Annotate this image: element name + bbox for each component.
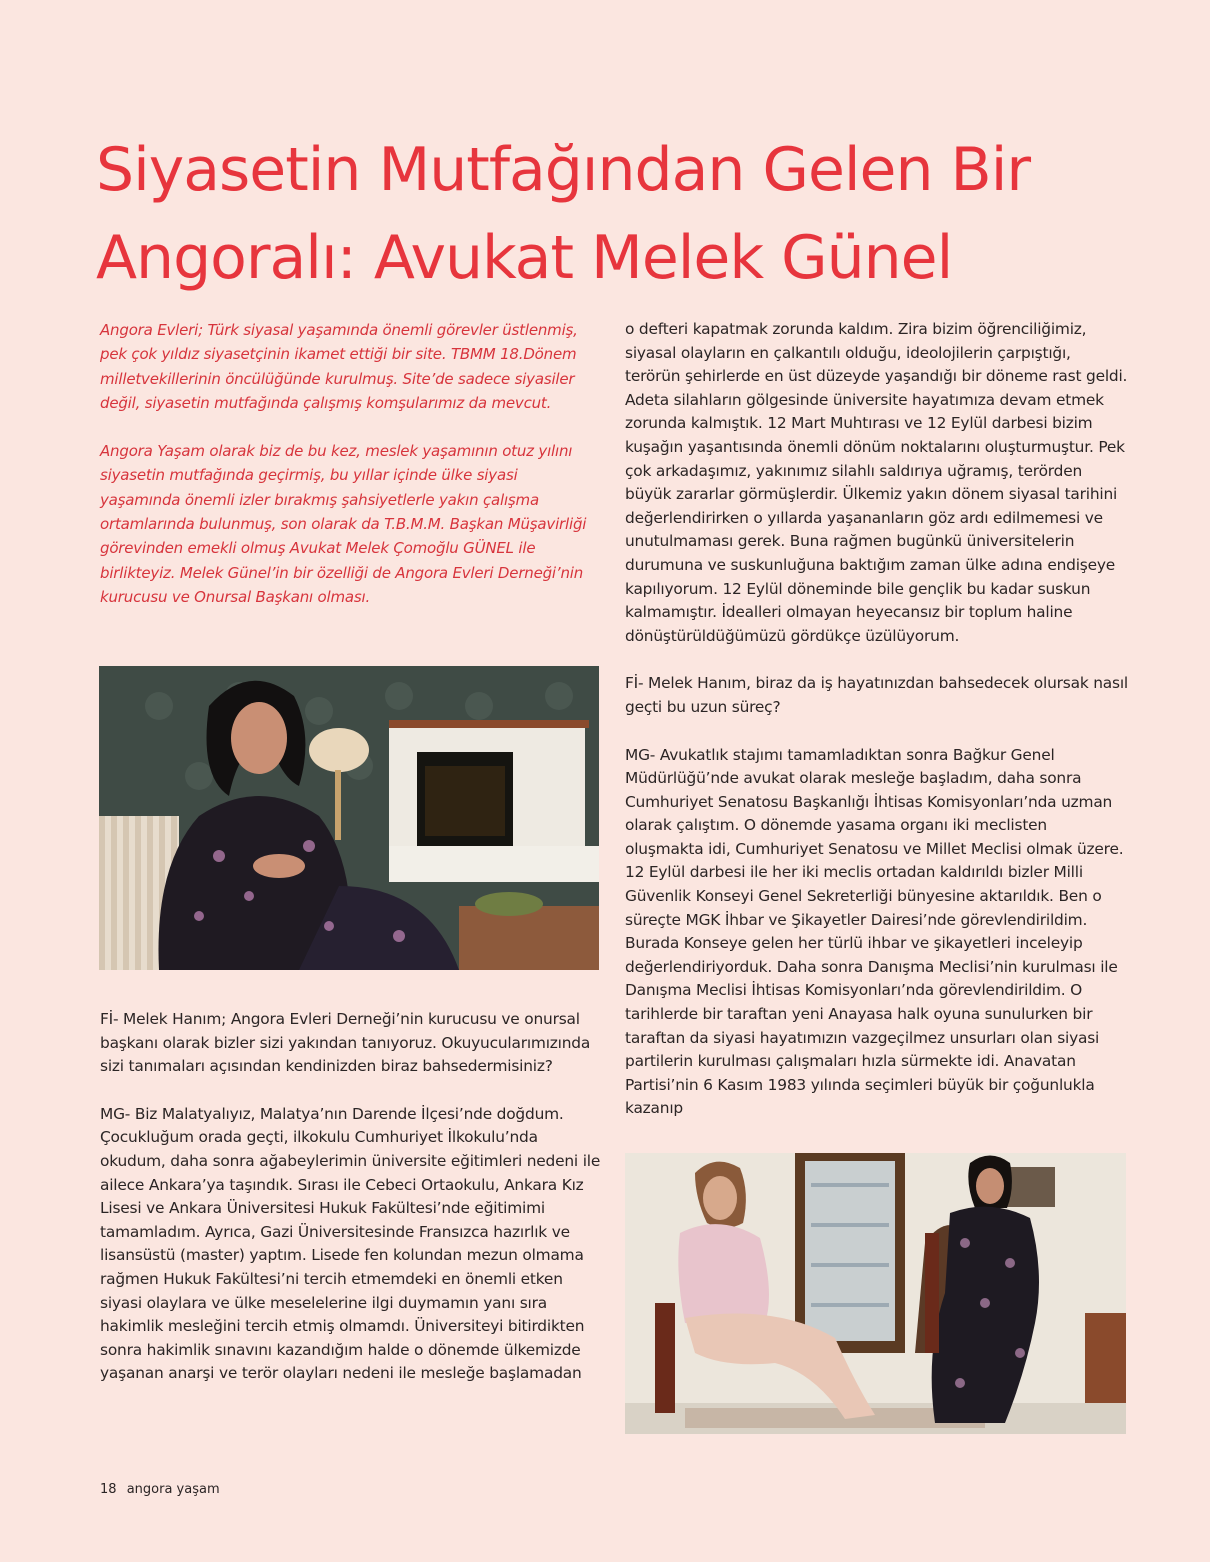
interview-photo	[625, 1153, 1126, 1434]
question-1: Fİ- Melek Hanım; Angora Evleri Derneği’nin kurucusu ve onursal başkanı olarak bizler sizi yakından tanıyoruz. Okuyucularımızında sizi tanımaları açısından kendinizden biraz bahsedermisiniz?	[100, 1010, 591, 1076]
question-2: Fİ- Melek Hanım, biraz da iş hayatınızdan bahsedecek olursak nasıl geçti bu uzun süreç?	[625, 674, 1128, 716]
article-title	[96, 126, 1156, 302]
answer-2: MG- Avukatlık stajımı tamamladıktan sonra Bağkur Genel Müdürlüğü’nde avukat olarak mesleğe başladım, daha sonra Cumhuriyet Senatosu Başkanlığı İhtisas Komisyonları’nda uzman olarak çalıştım. O dönemde yasama organı iki meclisten oluşmakta idi, Cumhuriyet Senatosu ve Millet Meclisi olmak üzere. 12 Eylül darbesi ile her iki meclis ortadan kaldırıldı bizler Milli Güvenlik Konseyi Genel Sekreterliği bünyesine aktarıldık. Ben o süreçte MGK İhbar ve Şikayetler Dairesi’nde görevlendirildim. Burada Konseye gelen her türlü ihbar ve şikayetleri inceleyip değerlendiriyorduk. Daha sonra Danışma Meclisi’nin kurulması ile Danışma Meclisi İhtisas Komisyonları’nda görevlendirildim. O tarihlerde bir taraftan yeni Anayasa halk oyuna sunulurken bir taraftan da siyasi hayatımızın vazgeçilmez unsurları olan siyasi partilerin kurulması çalışmaları hızla sürmekte idi. Anavatan Partisi’nin 6 Kasım 1983 yılında seçimleri büyük bir çoğunlukla kazanıp	[625, 745, 1124, 1118]
left-column	[100, 318, 602, 633]
page-number: 18	[100, 1482, 117, 1497]
right-column	[625, 318, 1130, 1145]
answer-1-continued: o defteri kapatmak zorunda kaldım. Zira bizim öğrenciliğimiz, siyasal olayların en çalkantılı olduğu, ideolojilerin çarpıştığı, terörün şehirlerde en üst düzeyde yaşandığı bir döneme rast geldi. Adeta silahların gölgesinde üniversite hayatımıza devam etmek zorunda kalmıştık. 12 Mart Muhtırası ve 12 Eylül darbesi bizim kuşağın yaşantısında önemli dönüm noktalarını oluşturmuştur. Pek çok arkadaşımız, yakınımız silahlı saldırıya uğramış, terörden büyük zararlar görmüşlerdir. Ülkemiz yakın dönem siyasal tarihini değerlendirirken o yıllarda yaşananların göz ardı edilmemesi ve unutulmaması gerek. Buna rağmen bugünkü üniversitelerin durumuna ve suskunluğuna baktığım zaman ülke adına endişeye kapılıyorum. 12 Eylül döneminde bile gençlik bu kadar suskun kalmamıştır. İdealleri olmayan heyecansız bir toplum haline dönüştürüldüğümüzü gördükçe üzülüyorum.	[625, 320, 1128, 645]
answer-1: MG- Biz Malatyalıyız, Malatya’nın Darende İlçesi’nde doğdum. Çocukluğum orada geçti, ilkokulu Cumhuriyet İlkokulu’nda okudum, daha sonra ağabeylerimin üniversite eğitimleri nedeni ile ailece Ankara’ya taşındık. Sırası ile Cebeci Ortaokulu, Ankara Kız Lisesi ve Ankara Üniversitesi Hukuk Fakültesi’nde eğitimimi tamamladım. Ayrıca, Gazi Üniversitesinde Fransızca hazırlık ve lisansüstü (master) yaptım. Lisede fen kolundan mezun olmama rağmen Hukuk Fakültesi’ni tercih etmemdeki en önemli etken siyasi olaylara ve ülke meselelerine ilgi duymamın yanı sıra hakimlik mesleğini tercih etmiş olmamdı. Üniversiteyi bitirdikten sonra hakimlik sınavını kazandığım halde o dönemde ülkemizde yaşanan anarşi ve terör olayları nedeni ile mesleğe başlamadan	[100, 1104, 601, 1383]
article-title-line-1: Siyasetin Mutfağından Gelen Bir	[96, 135, 1031, 205]
page-footer	[100, 1482, 220, 1497]
portrait-photo	[99, 666, 599, 970]
intro-paragraph-2: Angora Yaşam olarak biz de bu kez, meslek yaşamının otuz yılını siyasetin mutfağında geçirmiş, bu yıllar içinde ülke siyasi yaşamında önemli izler bırakmış şahsiyetlerle yakın çalışma ortamlarında bulunmuş, son olarak da T.B.M.M. Başkan Müşavirliği görevinden emekli olmuş Avukat Melek Çomoğlu GÜNEL ile birlikteyiz. Melek Günel’in bir özelliği de Angora Evleri Derneği’nin kurucusu ve Onursal Başkanı olması.	[100, 442, 587, 606]
magazine-name: angora yaşam	[126, 1482, 220, 1497]
article-title-line-2: Angoralı: Avukat Melek Günel	[96, 223, 953, 293]
interview-photo-image	[625, 1153, 1126, 1434]
intro-paragraph-1: Angora Evleri; Türk siyasal yaşamında önemli görevler üstlenmiş, pek çok yıldız siyasetçinin ikamet ettiği bir site. TBMM 18.Dönem milletvekillerinin öncülüğünde kurulmuş. Site’de sadece siyasiler değil, siyasetin mutfağında çalışmış komşularımız da mevcut.	[100, 321, 578, 412]
left-column-lower	[100, 1008, 602, 1410]
portrait-photo-image	[99, 666, 599, 970]
